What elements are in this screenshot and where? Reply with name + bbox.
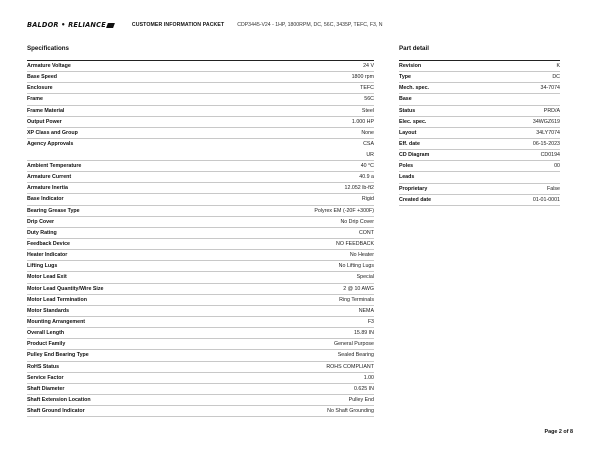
table-row bbox=[27, 339, 374, 350]
row-value: 01-01-0001 bbox=[532, 196, 560, 203]
table-row bbox=[27, 183, 374, 194]
row-value: Polyrex EM (-20F +300F) bbox=[314, 207, 374, 214]
row-value: 12.052 lb-ft2 bbox=[344, 185, 374, 192]
row-value: Pulley End bbox=[348, 397, 374, 403]
row-value: 34WGZ619 bbox=[532, 118, 560, 125]
table-row bbox=[399, 61, 560, 72]
table-row bbox=[27, 284, 374, 295]
row-value: K bbox=[556, 63, 560, 70]
table-row bbox=[399, 195, 560, 206]
table-row bbox=[27, 94, 374, 105]
row-value: CONT bbox=[358, 229, 374, 236]
table-row bbox=[399, 72, 560, 83]
row-label: Armature Voltage bbox=[27, 63, 71, 70]
table-row bbox=[399, 161, 560, 172]
row-label: Output Power bbox=[27, 118, 62, 125]
table-row bbox=[399, 150, 560, 161]
row-label: Leads bbox=[399, 174, 415, 181]
row-label: Agency Approvals bbox=[27, 140, 74, 147]
row-label: Lifting Lugs bbox=[27, 263, 58, 270]
table-row bbox=[27, 61, 374, 72]
table-row bbox=[399, 172, 560, 183]
table-row bbox=[27, 317, 374, 328]
table-row bbox=[27, 373, 374, 384]
table-row bbox=[27, 295, 374, 306]
table-row bbox=[27, 206, 374, 217]
row-label: Layout bbox=[399, 129, 417, 136]
row-value: 1.000 HP bbox=[351, 118, 374, 125]
row-label: Shaft Diameter bbox=[27, 385, 65, 392]
table-row bbox=[27, 261, 374, 272]
table-row bbox=[27, 217, 374, 228]
row-value: 2 @ 10 AWG bbox=[343, 285, 374, 292]
document-title: CUSTOMER INFORMATION PACKET bbox=[131, 22, 225, 28]
row-label: Motor Lead Exit bbox=[27, 274, 67, 281]
row-value bbox=[363, 139, 374, 160]
table-row bbox=[399, 94, 560, 105]
row-value: No Heater bbox=[349, 252, 374, 259]
row-value: Ring Terminals bbox=[339, 296, 374, 303]
row-value: 56C bbox=[364, 96, 374, 103]
row-label: Proprietary bbox=[399, 185, 428, 192]
row-label: Base Indicator bbox=[27, 196, 64, 203]
row-value: Steel bbox=[361, 107, 374, 114]
company-logo bbox=[27, 21, 114, 29]
table-row bbox=[27, 362, 374, 373]
table-row bbox=[27, 239, 374, 250]
part-detail-table bbox=[399, 60, 560, 206]
row-label: Service Factor bbox=[27, 374, 64, 381]
table-row bbox=[399, 83, 560, 94]
row-value: No Lifting Lugs bbox=[338, 263, 374, 270]
row-label: Pulley End Bearing Type bbox=[27, 352, 89, 359]
table-row bbox=[27, 384, 374, 395]
logo-text: BALDOR • RELIANCE bbox=[27, 21, 106, 29]
row-label: Frame bbox=[27, 96, 43, 103]
table-row bbox=[27, 194, 374, 205]
row-label: Heater Indicator bbox=[27, 252, 68, 259]
table-row bbox=[399, 128, 560, 139]
row-value-line: CSA bbox=[363, 141, 374, 148]
table-row bbox=[27, 272, 374, 283]
row-value: 00 bbox=[554, 163, 560, 170]
table-row bbox=[399, 184, 560, 195]
row-value: DC bbox=[552, 74, 560, 81]
table-row bbox=[27, 106, 374, 117]
row-label: Elec. spec. bbox=[399, 118, 427, 125]
row-label: Armature Current bbox=[27, 174, 72, 181]
row-label: Feedback Device bbox=[27, 241, 70, 248]
row-label: Created date bbox=[399, 196, 432, 203]
row-label: Product Family bbox=[27, 341, 66, 348]
row-label: Poles bbox=[399, 163, 414, 170]
row-label: Base Speed bbox=[27, 74, 58, 81]
row-value: Rigid bbox=[361, 196, 374, 203]
row-label: Revision bbox=[399, 63, 422, 70]
row-label: RoHS Status bbox=[27, 363, 60, 370]
row-value: NEMA bbox=[358, 307, 374, 314]
row-label: Eff. date bbox=[399, 141, 420, 148]
row-label: Armature Inertia bbox=[27, 185, 68, 192]
row-label: Shaft Ground Indicator bbox=[27, 408, 85, 415]
row-label: XP Class and Group bbox=[27, 129, 78, 136]
table-row bbox=[27, 328, 374, 339]
row-label: Base bbox=[399, 96, 412, 103]
row-label: Enclosure bbox=[27, 85, 53, 92]
logo-mark-icon bbox=[106, 23, 115, 28]
table-row bbox=[27, 139, 374, 161]
row-value: 34LY7074 bbox=[536, 129, 560, 136]
row-label: Type bbox=[399, 74, 411, 81]
table-row bbox=[27, 72, 374, 83]
document-subtitle: CDP3445-V24 - 1HP, 1800RPM, DC, 56C, 3435P, TEFC, F3, N bbox=[237, 22, 383, 28]
specifications-table bbox=[27, 60, 374, 417]
row-label: Overall Length bbox=[27, 330, 65, 337]
row-value: 40 °C bbox=[360, 163, 374, 170]
row-value: 24 V bbox=[363, 63, 374, 70]
table-row bbox=[27, 172, 374, 183]
row-label: Motor Lead Termination bbox=[27, 296, 87, 303]
table-row bbox=[27, 117, 374, 128]
row-value: 15.89 IN bbox=[353, 330, 374, 337]
row-label: Mounting Arrangement bbox=[27, 319, 86, 326]
page-number: Page 2 of 8 bbox=[544, 429, 573, 435]
row-value: General Purpose bbox=[333, 341, 374, 348]
table-row bbox=[27, 395, 374, 406]
row-label: Motor Lead Quantity/Wire Size bbox=[27, 285, 104, 292]
row-value: Special bbox=[356, 274, 374, 281]
table-row bbox=[27, 83, 374, 94]
row-value: False bbox=[547, 185, 560, 192]
row-value: NO FEEDBACK bbox=[336, 241, 374, 248]
row-value: CD0194 bbox=[540, 152, 560, 159]
row-label: Duty Rating bbox=[27, 229, 57, 236]
row-label: Status bbox=[399, 107, 416, 114]
row-value: 34-7074 bbox=[540, 85, 560, 92]
row-label: Mech. spec. bbox=[399, 85, 430, 92]
row-value: F3 bbox=[367, 319, 374, 326]
row-label: Shaft Extension Location bbox=[27, 397, 91, 403]
table-row bbox=[27, 250, 374, 261]
row-value: 0.625 IN bbox=[353, 385, 374, 392]
row-value: No Shaft Grounding bbox=[327, 408, 374, 415]
table-row bbox=[399, 106, 560, 117]
table-row bbox=[399, 139, 560, 150]
row-value: None bbox=[361, 129, 374, 136]
table-row bbox=[27, 350, 374, 361]
table-row bbox=[27, 161, 374, 172]
row-label: Drip Cover bbox=[27, 218, 55, 225]
table-row bbox=[27, 306, 374, 317]
row-value: TEFC bbox=[360, 85, 374, 92]
row-value: 1.00 bbox=[363, 374, 374, 381]
row-label: Ambient Temperature bbox=[27, 163, 82, 170]
page-header bbox=[27, 20, 383, 30]
part-detail-heading: Part detail bbox=[399, 45, 429, 52]
row-label: CD Diagram bbox=[399, 152, 430, 159]
table-row bbox=[27, 228, 374, 239]
table-row bbox=[27, 406, 374, 417]
row-value: 06-15-2023 bbox=[532, 141, 560, 148]
row-label: Motor Standards bbox=[27, 307, 70, 314]
row-value: 40.9 a bbox=[359, 174, 374, 181]
row-value: Sealed Bearing bbox=[337, 352, 374, 359]
row-value: 1800 rpm bbox=[351, 74, 374, 81]
table-row bbox=[399, 117, 560, 128]
specifications-heading: Specifications bbox=[27, 45, 69, 52]
row-value: PRD/A bbox=[543, 107, 560, 114]
row-label: Frame Material bbox=[27, 107, 65, 114]
row-value-line: UR bbox=[366, 151, 374, 158]
row-label: Bearing Grease Type bbox=[27, 207, 80, 214]
row-value: No Drip Cover bbox=[340, 218, 374, 225]
table-row bbox=[27, 128, 374, 139]
row-value: ROHS COMPLIANT bbox=[326, 363, 374, 370]
